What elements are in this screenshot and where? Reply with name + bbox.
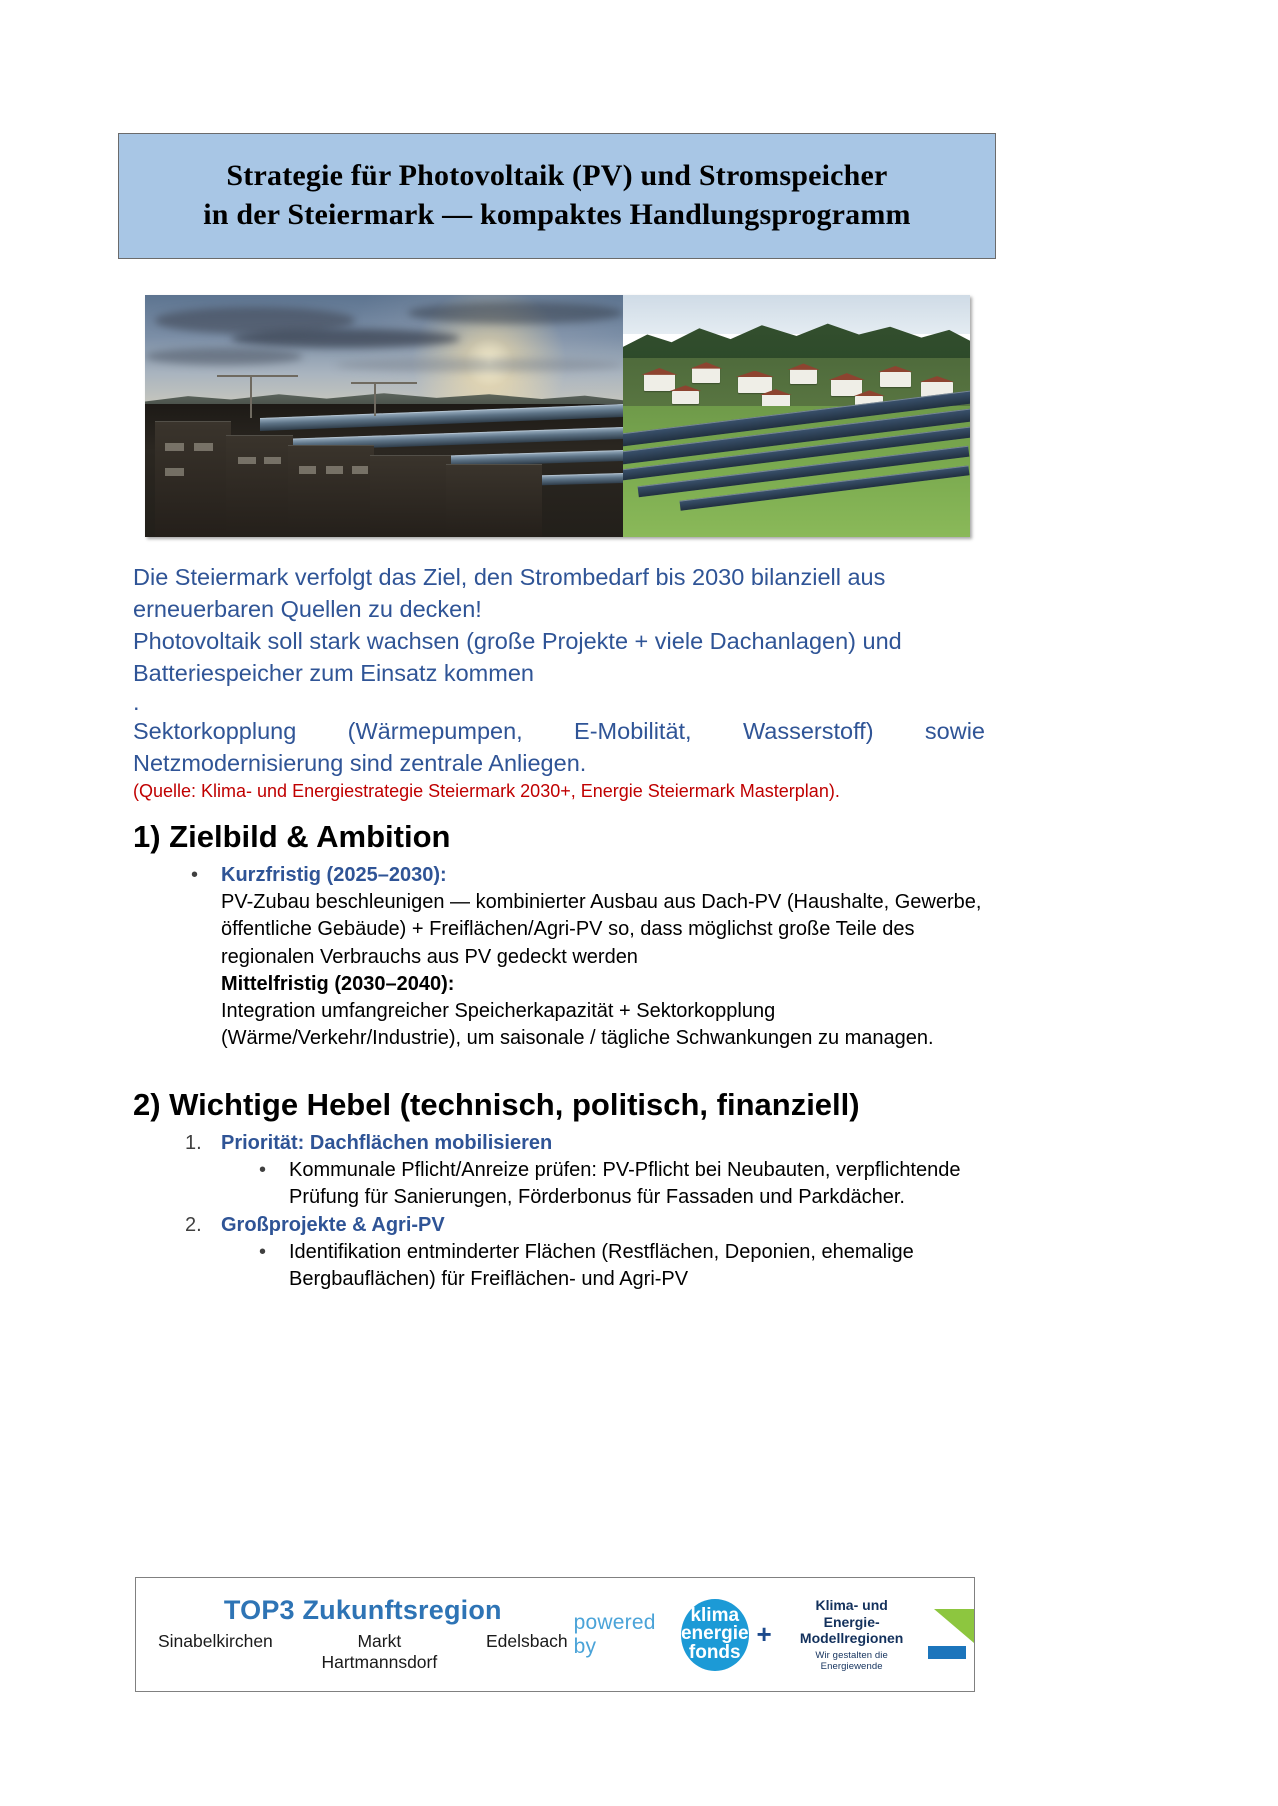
list-item-lead-mittelfristig: Mittelfristig (2030–2040): (221, 972, 455, 995)
list-item-lead-dachflaechen: Priorität: Dachflächen mobilisieren (221, 1132, 553, 1154)
sub-list (221, 1157, 985, 1211)
section-1-heading: 1) Zielbild & Ambition (133, 819, 451, 854)
photo-industrial-rooftop-pv (145, 295, 623, 537)
klima-logo-line-1: klima (690, 1604, 740, 1626)
source-citation: (Quelle: Klima- und Energiestrategie Steiermark 2030+, Energie Steiermark Masterplan). (133, 780, 840, 801)
building-block (288, 445, 374, 537)
crane-jib (351, 382, 418, 384)
list-item-lead-kurzfristig: Kurzfristig (2025–2030): (221, 864, 447, 886)
sky-layer (623, 295, 970, 334)
intro-paragraph-3: . (133, 688, 140, 715)
building-block (155, 421, 231, 537)
kem-logo-text (788, 1597, 916, 1672)
sub-list-item-text: Identifikation entminderter Flächen (Restflächen, Deponien, ehemalige Bergbauflächen) für Freiflächen- und Agri-PV (289, 1240, 914, 1290)
kem-logo-block (788, 1597, 974, 1672)
green-triangle-shape (934, 1609, 974, 1643)
cloud (408, 302, 623, 324)
region-brand-block (136, 1596, 568, 1674)
kem-logo-line-1: Klima- und Energie- (815, 1597, 888, 1630)
footer-logo-bar (135, 1577, 975, 1692)
klima-logo-line-2: energie (680, 1623, 749, 1645)
photo-hillside-village-solar-field (623, 295, 970, 537)
bullet-icon: • (191, 864, 199, 886)
crane-jib (217, 375, 298, 377)
municipality-list (158, 1631, 568, 1673)
list-item-body-mittelfristig: Integration umfangreicher Speicherkapazität + Sektorkopplung (Wärme/Verkehr/Industrie), um saisonale / tägliche Schwankungen zu managen. (221, 999, 934, 1050)
klima-logo-line-3: fonds (688, 1641, 741, 1663)
page-title-line-2: in der Steiermark — kompaktes Handlungsprogramm (203, 198, 911, 231)
klima-energie-fonds-block (568, 1599, 772, 1671)
municipality-item: Sinabelkirchen (158, 1631, 273, 1652)
sub-list (221, 1239, 985, 1293)
section-2-list (155, 1130, 985, 1293)
kem-logo-line-2: Modellregionen (799, 1630, 904, 1647)
plus-icon: + (756, 1619, 772, 1649)
blue-bar-shape (928, 1646, 966, 1659)
crane-mast (250, 375, 252, 419)
building-block (370, 455, 451, 537)
intro-paragraph-1: Die Steiermark verfolgt das Ziel, den Strombedarf bis 2030 bilanziell aus erneuerbaren Quellen zu decken! (133, 564, 886, 622)
bullet-icon: • (259, 1240, 267, 1263)
intro-paragraph-2: Photovoltaik soll stark wachsen (große Projekte + viele Dachanlagen) und Batteriespeicher zum Einsatz kommen (133, 627, 902, 686)
list-number: 2. (185, 1213, 202, 1236)
municipality-item: Markt Hartmannsdorf (321, 1631, 438, 1673)
region-name: TOP3 Zukunftsregion (223, 1594, 502, 1625)
document-title-banner (118, 133, 996, 259)
header-image-strip (145, 295, 970, 537)
sub-list-item-text: Kommunale Pflicht/Anreize prüfen: PV-Pflicht bei Neubauten, verpflichtende Prüfung für Sanierungen, Förderbonus für Fassaden und Parkdächer. (289, 1159, 961, 1209)
building-block (226, 435, 293, 537)
kem-logo-mark-icon (926, 1609, 974, 1659)
bullet-icon: • (259, 1159, 267, 1182)
municipality-item: Edelsbach (485, 1631, 568, 1652)
powered-by-label: powered by (573, 1610, 656, 1658)
building-block (446, 464, 542, 537)
list-item-lead-grossprojekte: Großprojekte & Agri-PV (221, 1213, 445, 1236)
sub-list-item (221, 1239, 985, 1293)
kem-logo-tagline: Wir gestalten die Energiewende (815, 1649, 888, 1672)
page-title-line-1: Strategie für Photovoltaik (PV) und Stromspeicher (226, 159, 888, 192)
list-item-body-kurzfristig: PV-Zubau beschleunigen — kombinierter Ausbau aus Dach-PV (Haushalte, Gewerbe, öffentliche Gebäude) + Freiflächen/Agri-PV so, dass möglichst große Teile des regionalen Verbrauchs aus PV gedeckt werden (221, 891, 982, 968)
list-number: 1. (185, 1132, 202, 1154)
intro-paragraph-4: Sektorkopplung (Wärmepumpen, E-Mobilität, Wasserstoff) sowie Netzmodernisierung sind zentrale Anliegen. (133, 717, 985, 776)
section-2-heading: 2) Wichtige Hebel (technisch, politisch, finanziell) (133, 1087, 860, 1122)
intro-text-block (133, 562, 985, 803)
klima-energie-fonds-logo-icon (681, 1599, 749, 1671)
meadow-foreground (623, 406, 970, 537)
sub-list-item (221, 1157, 985, 1211)
section-1-list (155, 862, 985, 1052)
list-item (155, 1130, 985, 1212)
list-item (155, 1212, 985, 1294)
list-item (155, 862, 985, 1052)
crane-mast (374, 382, 376, 416)
